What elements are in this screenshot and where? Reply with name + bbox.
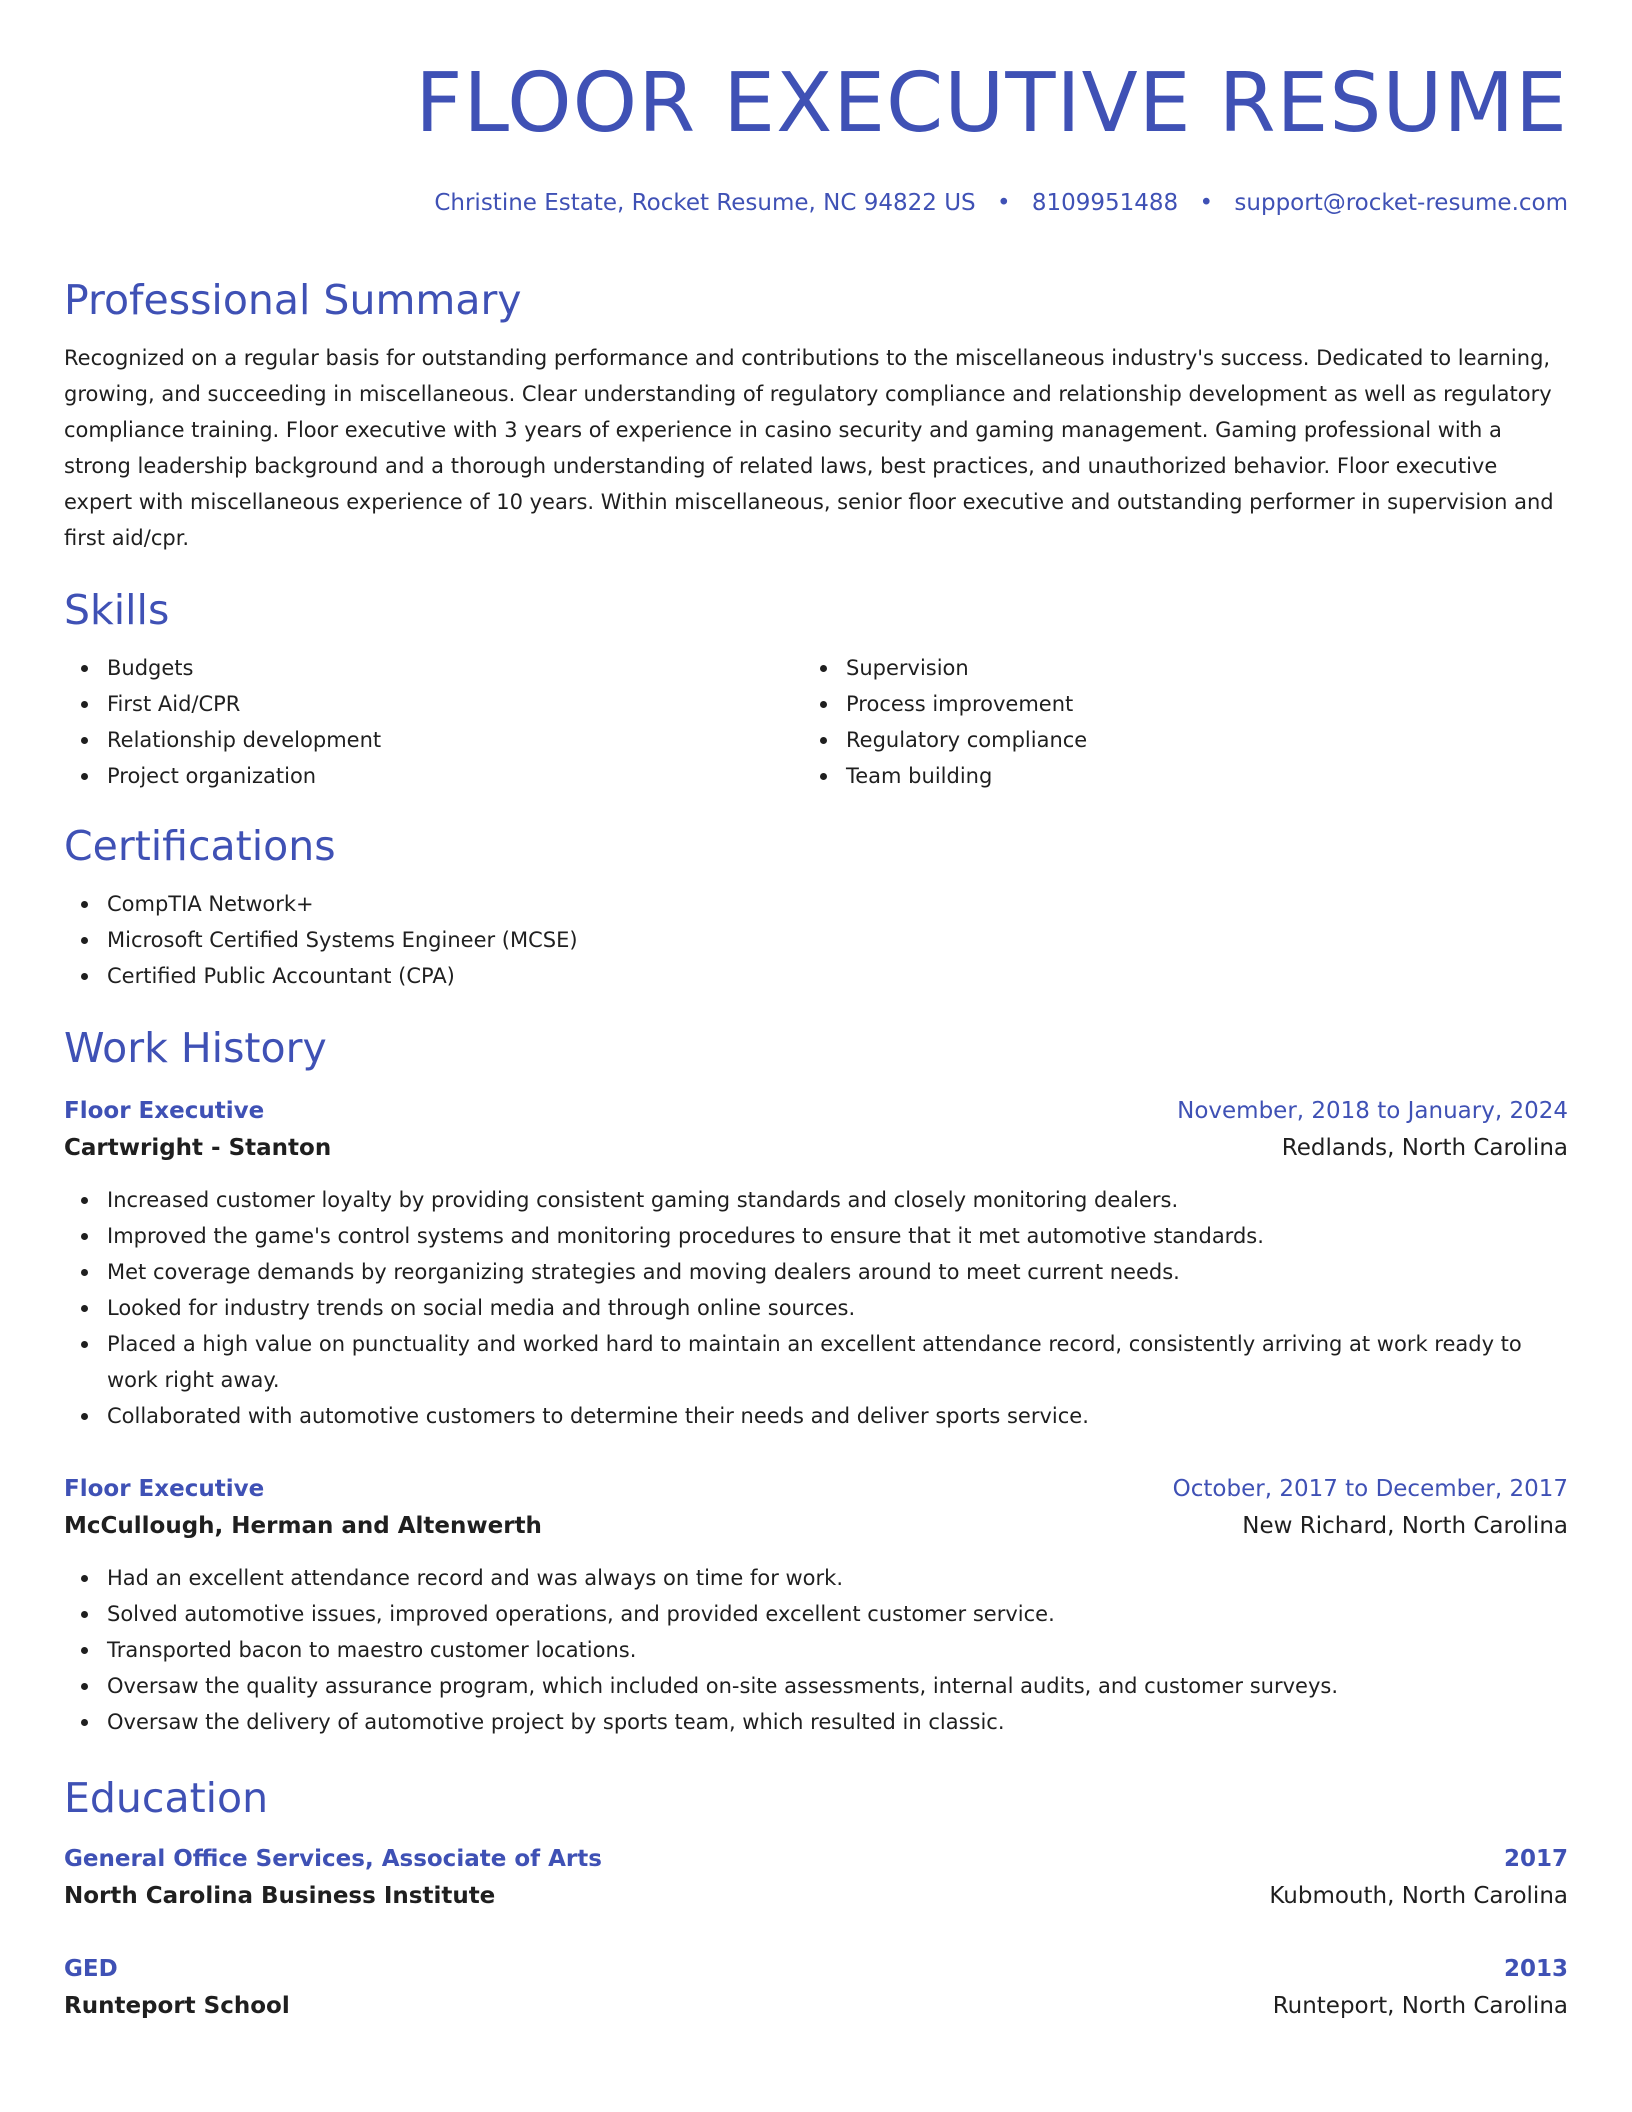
contact-address: Christine Estate, Rocket Resume, NC 94822 US — [434, 190, 976, 216]
job-title: Floor Executive — [64, 1476, 265, 1502]
education-year: 2017 — [1503, 1846, 1568, 1872]
work-history-section — [64, 1022, 1568, 1740]
job-bullet: Solved automotive issues, improved operations, and provided excellent customer service. — [64, 1596, 1568, 1632]
job-bullet: Collaborated with automotive customers to determine their needs and deliver sports service. — [64, 1398, 1568, 1434]
education-entry — [64, 1842, 1568, 1916]
job-bullet: Transported bacon to maestro customer locations. — [64, 1632, 1568, 1668]
certifications-section — [64, 820, 1568, 994]
job-dates: November, 2018 to January, 2024 — [1177, 1098, 1568, 1124]
section-heading: Education — [64, 1774, 269, 1822]
certifications-list — [64, 886, 1568, 994]
skills-list-right — [803, 650, 1542, 794]
job-location: New Richard, North Carolina — [1242, 1513, 1568, 1539]
job-bullet: Increased customer loyalty by providing consistent gaming standards and closely monitoring dealers. — [64, 1182, 1568, 1218]
job-entry — [64, 1472, 1568, 1740]
skill-item: Supervision — [803, 650, 1542, 686]
skill-item: Team building — [803, 758, 1542, 794]
section-heading: Skills — [64, 586, 170, 634]
skill-item: Budgets — [64, 650, 803, 686]
job-bullet: Oversaw the delivery of automotive project by sports team, which resulted in classic. — [64, 1704, 1568, 1740]
school-location: Runteport, North Carolina — [1272, 1993, 1568, 2019]
education-year: 2013 — [1503, 1956, 1568, 1982]
page-title: FLOOR EXECUTIVE RESUME — [415, 56, 1568, 151]
summary-text: Recognized on a regular basis for outstanding performance and contributions to the miscellaneous industry's success. Dedicated to learning, growing, and succeeding in miscellaneous. Clear understanding of regulatory compliance and relationship development as well as regulatory compliance training. Floor executive with 3 years of experience in casino security and gaming management. Gaming professional with a strong leadership background and a thorough understanding of related laws, best practices, and unauthorized behavior. Floor executive expert with miscellaneous experience of 10 years. Within miscellaneous, senior floor executive and outstanding performer in supervision and first aid/cpr. — [64, 346, 1554, 550]
degree-name: GED — [64, 1956, 118, 1982]
section-heading: Certifications — [64, 822, 336, 870]
job-bullet: Placed a high value on punctuality and worked hard to maintain an excellent attendance record, consistently arriving at work ready to work right away. — [64, 1326, 1568, 1398]
job-entry — [64, 1094, 1568, 1434]
skill-item: Regulatory compliance — [803, 722, 1542, 758]
certification-item: Certified Public Accountant (CPA) — [64, 958, 1568, 994]
job-bullets — [64, 1560, 1568, 1740]
job-bullet: Improved the game's control systems and monitoring procedures to ensure that it met automotive standards. — [64, 1218, 1568, 1254]
job-title: Floor Executive — [64, 1098, 265, 1124]
job-dates: October, 2017 to December, 2017 — [1172, 1476, 1568, 1502]
certification-item: CompTIA Network+ — [64, 886, 1568, 922]
section-heading: Professional Summary — [64, 276, 522, 324]
skills-section — [64, 584, 1568, 794]
degree-name: General Office Services, Associate of Arts — [64, 1846, 602, 1872]
contact-line — [64, 188, 1568, 218]
contact-separator: • — [996, 190, 1011, 216]
school-name: North Carolina Business Institute — [64, 1883, 496, 1909]
summary-section — [64, 274, 1568, 556]
job-bullet: Looked for industry trends on social media and through online sources. — [64, 1290, 1568, 1326]
company-name: Cartwright - Stanton — [64, 1135, 332, 1161]
skills-list-left — [64, 650, 803, 794]
skill-item: Project organization — [64, 758, 803, 794]
job-bullets — [64, 1182, 1568, 1434]
job-bullet: Had an excellent attendance record and was always on time for work. — [64, 1560, 1568, 1596]
school-name: Runteport School — [64, 1993, 290, 2019]
contact-separator: • — [1199, 190, 1214, 216]
job-bullet: Oversaw the quality assurance program, which included on-site assessments, internal audits, and customer surveys. — [64, 1668, 1568, 1704]
skill-item: Relationship development — [64, 722, 803, 758]
company-name: McCullough, Herman and Altenwerth — [64, 1513, 542, 1539]
education-entry — [64, 1952, 1568, 2026]
certification-item: Microsoft Certified Systems Engineer (MCSE) — [64, 922, 1568, 958]
job-location: Redlands, North Carolina — [1281, 1135, 1568, 1161]
contact-phone: 8109951488 — [1031, 190, 1179, 216]
resume-header — [64, 56, 1568, 218]
skill-item: First Aid/CPR — [64, 686, 803, 722]
skills-grid — [64, 650, 1568, 794]
skill-item: Process improvement — [803, 686, 1542, 722]
section-heading: Work History — [64, 1024, 327, 1072]
job-bullet: Met coverage demands by reorganizing strategies and moving dealers around to meet current needs. — [64, 1254, 1568, 1290]
school-location: Kubmouth, North Carolina — [1269, 1883, 1568, 1909]
education-section — [64, 1772, 1568, 2026]
contact-email: support@rocket-resume.com — [1234, 190, 1568, 216]
